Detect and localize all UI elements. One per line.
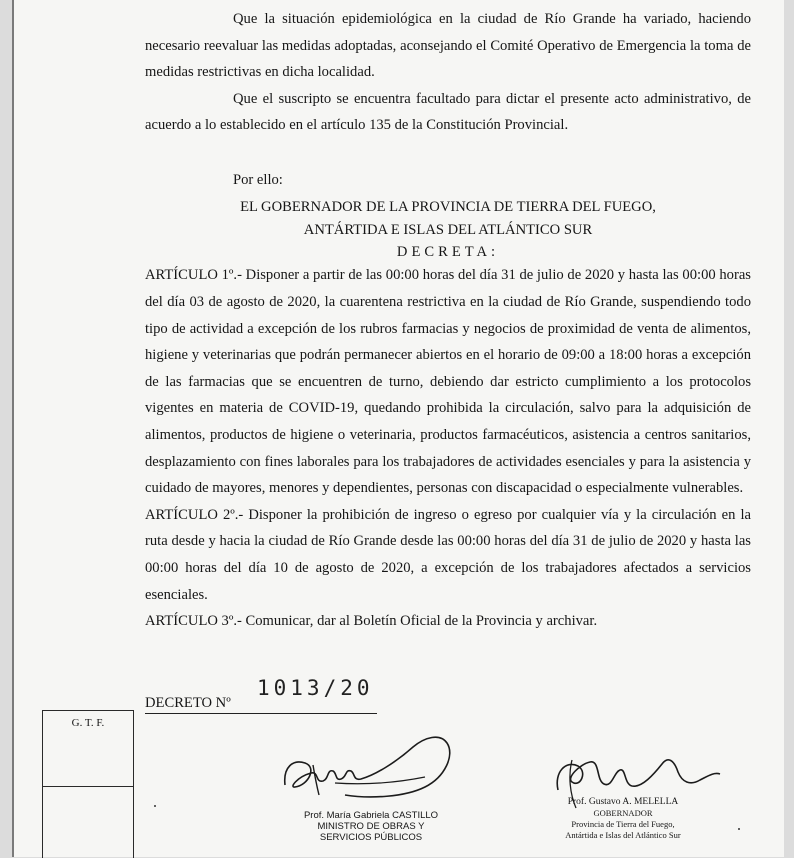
minister-signature-icon	[275, 725, 460, 810]
governor-title-line1: EL GOBERNADOR DE LA PROVINCIA DE TIERRA DEL FUEGO,	[240, 198, 656, 215]
por-ello: Por ello:	[233, 172, 283, 188]
page-left-edge	[12, 0, 14, 857]
paragraph-situacion: Que la situación epidemiológica en la ciudad de Río Grande ha variado, haciendo necesario reevaluar las medidas adoptadas, aconsejando el Comité Operativo de Emergencia la toma de medidas restrictivas en dicha localidad.	[145, 11, 751, 81]
articulo-2: ARTÍCULO 2º.- Disponer la prohibición de ingreso o egreso por cualquier vía y la circulación en la ruta desde y hacia la ciudad de Río Grande desde las 00:00 horas del día 31 de julio de 2020 y hasta las 00:00 horas del día 10 de agosto de 2020, a excepción de los trabajadores afectados a servicios esenciales.	[145, 506, 751, 603]
minister-title-line2: SERVICIOS PÚBLICOS	[319, 832, 423, 843]
articulo-1: ARTÍCULO 1º.- Disponer a partir de las 00:00 horas del día 31 de julio de 2020 y hasta las 00:00 horas del día 03 de agosto de 2020, la cuarentena restrictiva en la ciudad de Río Grande, suspendiendo todo tipo de actividad a excepción de los rubros farmacias y negocios de proximidad de venta de alimentos, higiene y veterinarias que podrán permanecer abiertos en el horario de 09:00 a 18:00 horas a excepción de las farmacias que se encuentren de turno, debiendo dar estricto cumplimiento a los protocolos vigentes en materia de COVID-19, quedando prohibida la circulación, salvo para la adquisición de alimentos, productos de higiene o veterinaria, productos farmacéuticos, asistencia a centros sanitarios, desplazamiento con fines laborales para los trabajadores de actividades esenciales y para la asistencia y cuidado de mayores, menores y dependientes, personas con discapacidad o especialmente vulnerables.	[145, 267, 751, 497]
governor-province-line1: Provincia de Tierra del Fuego,	[571, 819, 675, 829]
scan-speck	[738, 828, 740, 830]
governor-title-line2: ANTÁRTIDA E ISLAS DEL ATLÁNTICO SUR	[303, 222, 593, 239]
governor-name: Prof. Gustavo A. MELELLA	[567, 797, 679, 807]
articulo-3: ARTÍCULO 3º.- Comunicar, dar al Boletín Oficial de la Provincia y archivar.	[145, 613, 598, 630]
minister-caption	[296, 810, 446, 843]
scan-speck	[154, 805, 156, 807]
body-text-top	[145, 6, 751, 139]
decreto-number: 1013/20	[257, 676, 374, 700]
stamp-divider	[43, 786, 133, 787]
governor-title: GOBERNADOR	[593, 808, 653, 818]
decreto-number-line	[145, 676, 405, 716]
gtf-stamp-label: G. T. F.	[71, 717, 105, 729]
decreto-label: DECRETO Nº	[145, 695, 377, 714]
minister-title-line1: MINISTRO DE OBRAS Y	[317, 821, 425, 832]
paragraph-facultado: Que el suscripto se encuentra facultado para dictar el presente acto administrativo, de acuerdo a lo establecido en el artículo 135 de la Constitución Provincial.	[145, 90, 751, 134]
governor-caption	[548, 797, 698, 841]
decreta-heading: DECRETA:	[396, 243, 500, 260]
body-text-decree	[145, 167, 751, 635]
minister-name: Prof. María Gabriela CASTILLO	[303, 810, 439, 821]
governor-province-line2: Antártida e Islas del Atlántico Sur	[565, 830, 681, 840]
gtf-stamp-box	[42, 710, 134, 858]
